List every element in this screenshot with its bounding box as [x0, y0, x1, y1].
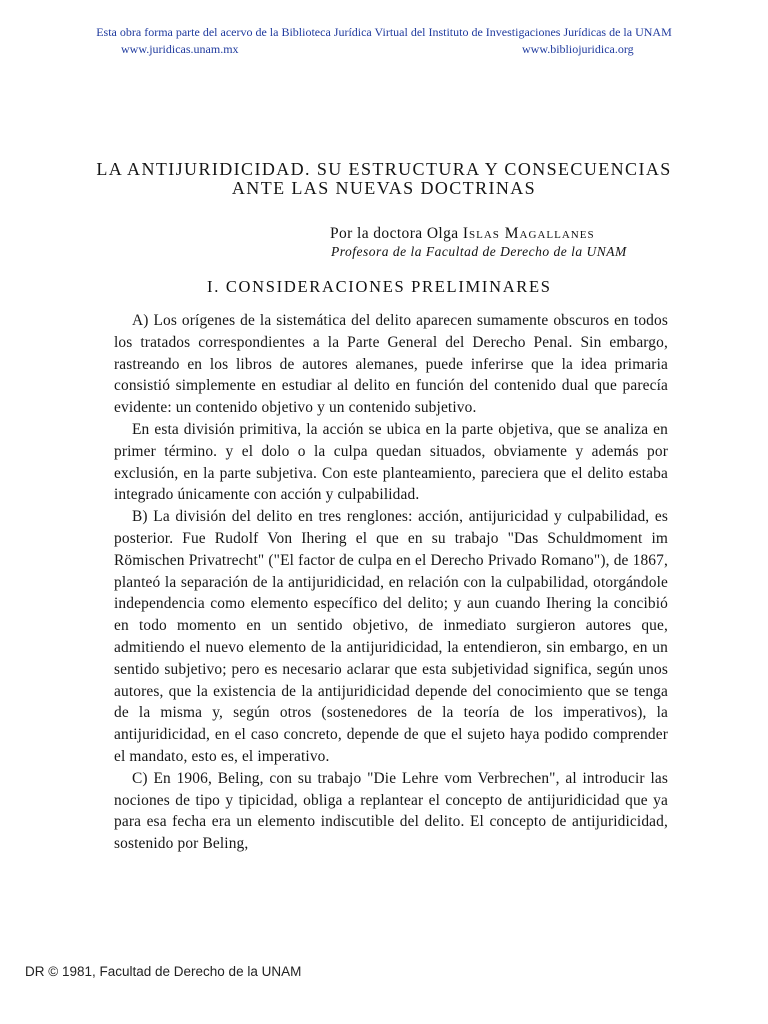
paragraph-a-continued: En esta división primitiva, la acción se ubica en la parte objetiva, que se analiza en primer término. y el dolo o la culpa quedan situados, obviamente y además por exclusión, en la parte subjetiva. Con este planteamiento, pareciera que el delito estaba integrado únicamente con acción y culpabilidad. — [114, 420, 668, 504]
juridicas-link[interactable]: www.juridicas.unam.mx — [121, 42, 239, 56]
author-byline — [330, 225, 595, 243]
author-surname: Islas Magallanes — [462, 225, 595, 242]
bibliojuridica-link[interactable]: www.bibliojuridica.org — [522, 42, 634, 56]
title-line-2: ANTE LAS NUEVAS DOCTRINAS — [231, 178, 537, 198]
paragraph-a: A) Los orígenes de la sistemática del delito aparecen sumamente obscuros en todos los tratados correspondientes a la Parte General del Derecho Penal. Sin embargo, rastreando en los libros de autores alemanes, puede inferirse que la idea primaria consistió simplemente en estudiar al delito en función del contenido dual que parecía evidente: un contenido objetivo y un contenido subjetivo. — [114, 312, 668, 417]
paragraph-b: B) La división del delito en tres renglones: acción, antijuricidad y culpabilidad, es posterior. Fue Rudolf Von Ihering el que en su trabajo "Das Schuldmoment im Römischen Privatrecht" ("El factor de culpa en el Derecho Privado Romano"), de 1867, planteó la separación de la antijuridicidad, en relación con la culpabilidad, otorgándole independencia como elemento específico del delito; y aun cuando Ihering la concibió en todo momento en un sentido objetivo, de inmediato surgieron autores que, admitiendo el nuevo elemento de la antijuridicidad, la entendieron, sin embargo, en un sentido subjetivo; pero es necesario aclarar que esta subjetividad significa, según unos autores, que la existencia de la antijuridicidad depende del conocimiento que se tenga de la misma y, según otros (sostenedores de la teoría de los imperativos), la antijuridicidad, en el caso concreto, depende de que el sujeto haya podido comprender el mandato, esto es, el imperativo. — [114, 508, 668, 765]
paragraph-c: C) En 1906, Beling, con su trabajo "Die Lehre vom Verbrechen", al introducir las nociones de tipo y tipicidad, obliga a replantear el concepto de antijuridicidad que ya para esa fecha era un elemento indiscutible del delito. El concepto de antijuridicidad, sostenido por Beling, — [114, 769, 668, 853]
section-heading: I. CONSIDERACIONES PRELIMINARES — [207, 277, 552, 296]
copyright-footer: DR © 1981, Facultad de Derecho de la UNAM — [25, 964, 302, 979]
article-title — [60, 160, 708, 198]
repository-notice: Esta obra forma parte del acervo de la Biblioteca Jurídica Virtual del Instituto de Investigaciones Jurídicas de la UNAM — [96, 25, 672, 39]
title-line-1: LA ANTIJURIDICIDAD. SU ESTRUCTURA Y CONSECUENCIAS — [96, 159, 672, 179]
author-prefix: Por la doctora Olga — [330, 225, 459, 242]
author-affiliation: Profesora de la Facultad de Derecho de la UNAM — [331, 244, 627, 259]
article-body — [114, 310, 668, 855]
